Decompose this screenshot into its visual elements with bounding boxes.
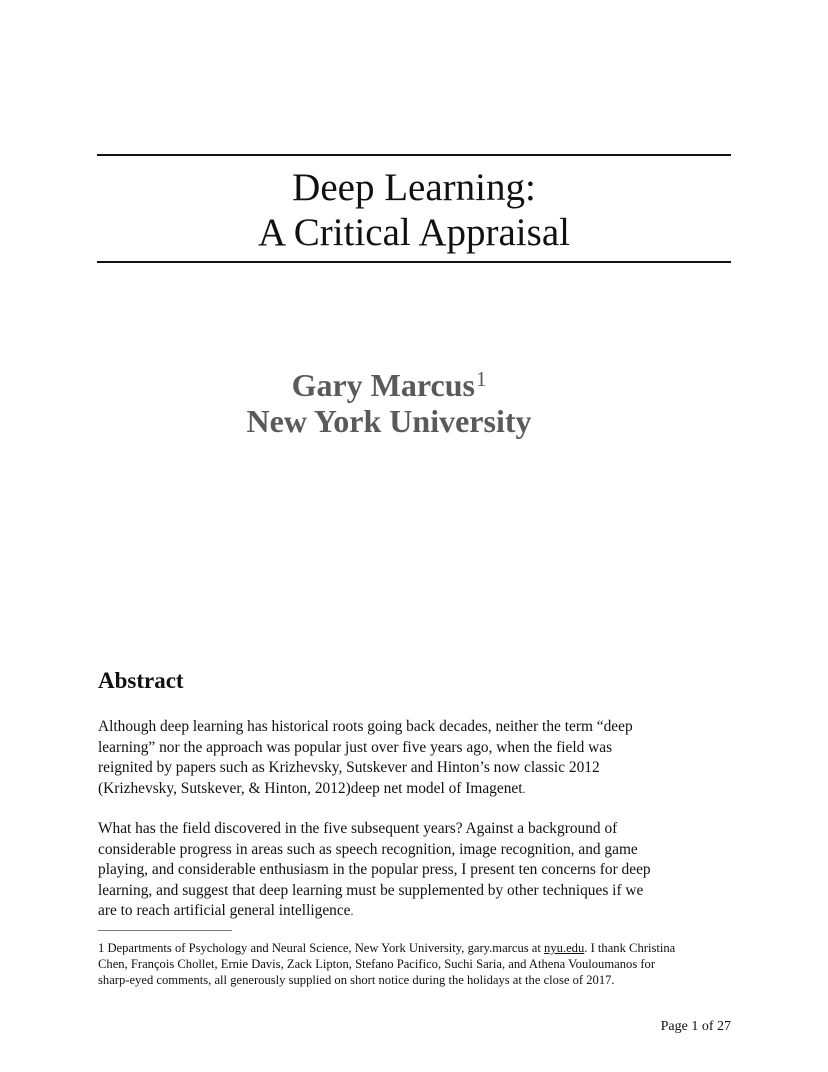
abstract-p1-line: learning” nor the approach was popular just over five years ago, when the field was [98, 738, 613, 756]
title-bottom-rule [97, 261, 731, 263]
footnote [98, 940, 738, 988]
title-top-rule [97, 154, 731, 156]
footnote-separator [98, 930, 232, 931]
author-affiliation: New York University [246, 403, 532, 439]
footnote-line: 1 Departments of Psychology and Neural Science, New York University, gary.marcus at nyu.edu. I thank Christina [98, 941, 676, 955]
abstract-p2-line: are to reach artificial general intelligence. [98, 902, 354, 919]
abstract-paragraph-2 [98, 819, 718, 922]
author-name-line [0, 367, 778, 403]
abstract-p1-line: Although deep learning has historical roots going back decades, neither the term “deep [98, 718, 633, 735]
abstract-p1-line: reignited by papers such as Krizhevsky, Sutskever and Hinton’s now classic 2012 [98, 759, 600, 776]
footnote-line: Chen, François Chollet, Ernie Davis, Zack Lipton, Stefano Pacifico, Suchi Saria, and Athena Vouloumanos for [98, 957, 656, 971]
footnote-line: sharp-eyed comments, all generously supplied on short notice during the holidays at the close of 2017. [98, 973, 615, 987]
author-name: Gary Marcus [291, 367, 475, 403]
abstract-heading: Abstract [98, 668, 184, 693]
abstract-p2-line: considerable progress in areas such as speech recognition, image recognition, and game [98, 840, 638, 858]
title-line-2: A Critical Appraisal [258, 211, 570, 254]
author-footnote-mark[interactable]: 1 [475, 367, 487, 391]
abstract-p2-line: playing, and considerable enthusiasm in the popular press, I present ten concerns for deep [98, 861, 651, 878]
abstract-p2-period: . [350, 904, 354, 918]
abstract-p1-line: (Krizhevsky, Sutskever, & Hinton, 2012)deep net model of Imagenet. [98, 779, 526, 797]
footnote-email-link[interactable]: nyu.edu [544, 941, 585, 955]
abstract-p1-period: . [522, 781, 526, 796]
abstract-p2-line: What has the field discovered in the five subsequent years? Against a background of [98, 820, 618, 837]
title-line-1: Deep Learning: [292, 166, 536, 209]
page-number: Page 1 of 27 [660, 1019, 731, 1034]
abstract-p2-line: learning, and suggest that deep learning must be supplemented by other techniques if we [98, 881, 644, 899]
abstract-paragraph-1 [98, 717, 718, 799]
